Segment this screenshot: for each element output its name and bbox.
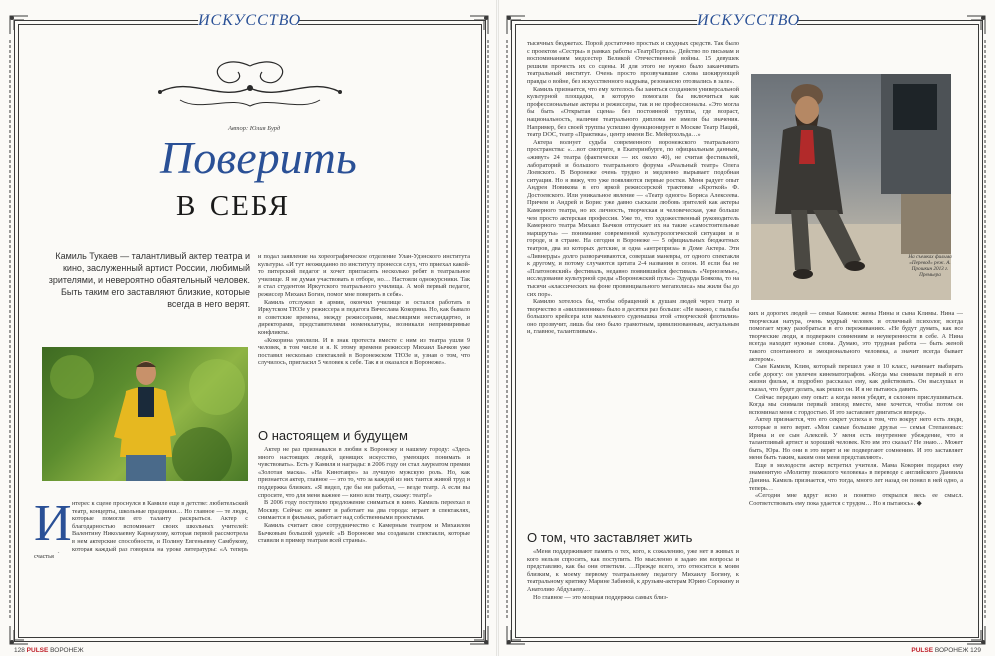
body-paragraph: и подал заявление на хореографическое отделение Улан-Удэнского института культуры. «И тут неожиданно по институту пронесся слух, что приехал какой-то питерский педагог и хочет пригласить несколько ребят в театральное училище. Я не думая участвовать в отборе, но… Настояли однокурсники. Так я стал студентом Иркутского театрального училища. А мой первый педагог, режиссер Михаил Богин, помог мне поверить в себя». [258, 253, 470, 298]
side-rope-ornament [503, 40, 511, 620]
brand-name: PULSE [911, 647, 934, 654]
body-paragraph: тысячных бюджетах. Порой достаточно простых и скудных средств. Так было с проектом «Сестры» в рамках работы «ТеатрПортал». Действо по письмам и воспоминаниям медсестер Великой Отечественной войны. 15 девушек решили прочесть их со сцены. И для этого не нужно было заканчивать театральный институт. Очень просто прозвучавшие слова шокирующей правды о войне, без искусственного надрыва, резонансно отозвались в зале». [527, 40, 739, 85]
subheading: О том, что заставляет жить [527, 530, 693, 545]
body-paragraph: ких и дорогих людей — семьи Камиля: жены Нины и сына Климы. Нина — творческая натура, очень мудрый человек и отличный психолог, всегда помогает мужу разобраться в его переживаниях. «Не будут думать, как все творческие люди, я подвержен сомнениям и неуверенности в себе. А Нина всегда находит нужные слова. Думаю, это трудная работа — быть женой такого спонтанного и эмоционального человека, а значит всегда бывает актером». [749, 310, 963, 363]
body-paragraph: В 2006 году поступило предложение сниматься в кино. Камиль переехал в Москву. Сейчас он живет и работает на два города: играет в спектаклях, снимается в фильмах, работает над собственными проектами. [258, 499, 470, 522]
article-column-2a [258, 253, 470, 425]
headline-line1: Поверить [160, 132, 357, 183]
corner-ornament [505, 14, 527, 36]
section-label: ИСКУССТВО [198, 10, 298, 32]
body-paragraph: Камиль признается, что ему хотелось бы заняться созданием универсальной культурной площадки, в которую помогали бы включиться как профессиональные актеры и режиссеры, так и не профессионалы. «Это могла бы быть «Открытая сцена» без постоянной труппы, где возраст, национальность, наличие театрального диплома не имели бы значения. Например, без своей труппы успешно функционирует в Москве Театр Наций, театр DOC, театр «Практика», центр имени Вс. Мейерхольда…» [527, 85, 739, 139]
side-rope-ornament [981, 40, 989, 620]
portrait-photo [42, 347, 248, 481]
article-column-1b [34, 552, 248, 614]
drop-cap: И [34, 495, 72, 552]
side-rope-ornament [484, 40, 492, 620]
corner-ornament [468, 624, 490, 646]
lead-paragraph: Камиль Тукаев — талантливый актер театра и кино, заслуженный артист России, любимый зрителями, и невероятно обаятельный человек. Быть таким его заставляют близкие, которые всегда в него верят. [48, 251, 250, 309]
body-paragraph: Актера волнует судьба современного воронежского театрального пространства: «…вот смотрите, в Екатеринбурге, по официальным данным, «живут» 24 театра (фактически — их около 40), не считая фестивалей, лабораторий и большого театрального форума «Реальный театр» Олега Лоевского. В Воронеже очень трудно и медленно вырывает подобная ситуация. Но я вижу, что уже появляются первые ростки. Меня радует опыт Андрея Новикова в его яркой режиссерской трактовке «Кроткой» Ф. Достоевского. Или уникальное явление — «Театр одного» Бориса Алексеева. Причем и Андрей и Борис уже давно сыскали любовь зрителей как актеры Камерного театра, но их личность, творческая и человеческая, уже больше чем просто актерская профессия. Уже то, что художественный руководитель Камерного театра Михаил Бычков отпускает их на такие «самостоятельные маршруты» — понимание современной культурологической ситуации и в городе, и в стране. На сегодня в Воронеже — 5 официальных бюджетных театров, два из которых детские, и одна «антреприза» в Доме Актера. Эти «Ливнерды» долго разворачиваются, совершая маневры, от одного спектакля к другому, и потому случаются цитата 2-4 названия в сезон. И если бы не «Платоновский» фестиваль, недавно появившийся фестиваль «Черноземье», исследование культурной среды «Воронежский пульс» Эдуарда Боякова, то на тысячи «классических на фоне провинциального мегаполиса» мы жили бы до сих пор». [527, 138, 739, 298]
corner-ornament [8, 624, 30, 646]
body-paragraph: Актер признается, что его секрет успеха в том, что вокруг него есть люди, которые в него верят. «Мои самые большие друзья — семья Степановых: Ирина и ее сын Алексей. У меня есть внутреннее убеждение, что я талантливый артист и хороший человек. Кто им это сказал? Не знаю… Может быть, Юра. Но они в это верят и не подвергают сомнению. И это заставляет меня быть таким, каким они меня представляют». [749, 416, 963, 462]
body-paragraph: Актер не раз признавался в любви к Воронежу и нашему городу: «Здесь много настоящих людей, ценящих искусство, умеющих понимать и чувствовать». Есть у Камиля и награды: в 2006 году он стал лауреатом премии «Золотая маска». «На Кинотавре» за лучшую мужскую роль. Но, как признается актер, главное — это то, что за каждой из них таится живой труд и поддержка близких. «Я видел, где бы ни работал, — везде театр. А если вы спросите, что для меня важнее — кино или театр, скажу: театр!» [258, 446, 470, 499]
portrait-figure [42, 347, 248, 481]
article-column-1b [527, 298, 739, 528]
corner-ornament [468, 14, 490, 36]
corner-ornament [965, 624, 987, 646]
corner-ornament [505, 624, 527, 646]
corner-ornament [965, 14, 987, 36]
article-column-2b [258, 446, 470, 616]
subheading: О настоящем и будущем [258, 428, 408, 443]
article-column-1a [527, 40, 739, 298]
section-label: ИСКУССТВО [697, 10, 797, 32]
left-page [0, 0, 496, 656]
headline-line2: в себя [176, 179, 290, 225]
body-paragraph: Камилю хотелось бы, чтобы обращений к душам людей через театр и творчество в «миллионнике» было в десятки раз больше: «Не важно, с пальбы большого крейсера или маленького суденышка этой «творческой флотилии» оно прозвучит, лишь бы оно было грамотным, цивилизованным, актуальным и, главное, талантливым». [527, 298, 739, 336]
brand-city: ВОРОНЕЖ [934, 647, 969, 654]
brand-city: ВОРОНЕЖ [50, 647, 84, 654]
body-paragraph: Сейчас передаю ему опыт: а когда меня убедят, я склонен прислушиваться. Когда мы снимали первый эпизод вместе, мне хочется, чтобы потом он вспоминал меня с гордостью. И это заставляет двигаться вперед». [749, 393, 963, 416]
article-column-2 [749, 310, 963, 616]
photo-caption: На съемках фильма «Перевод» реж. А. Прошкин 2013 г. Премьера [908, 254, 952, 278]
page-folio [911, 647, 981, 654]
body-paragraph: Но главное — это мощная поддержка самых близ- [533, 593, 669, 601]
author-byline: Автор: Юлия Бурд [228, 125, 281, 132]
article-column-1a [72, 500, 248, 552]
side-rope-ornament [6, 40, 14, 620]
body-paragraph: Камиль отслужил в армии, окончил училище и остался работать в Иркутском ТЮЗе у режиссера и педагога Вячеслава Кокорина. Но, как бывало в советские времена, между режиссерами, мыслящими нестандартно, и директорами, представителями номенклатуры, возникали непримиримые конфликты. [258, 298, 470, 336]
corner-ornament [8, 14, 30, 36]
page-number: 129 [970, 647, 981, 654]
body-paragraph: Сын Камиля, Клим, который перешел уже в 10 класс, начинает выбирать себе дорогу: он увлечен кинематографом. «Когда мы снимали первый в его жизни фильм, я подробно рассказал ему, как действовать. Он выслушал и сказал, что будет делать, как решил он. И я не пытаюсь давить. [749, 363, 963, 393]
body-paragraph: Еще в молодости актер встретил учителя. Мама Кокорин подарил ему знаменитую «Молитву пожилого человека» в переводе с английского Даниила Данина. Камиль признается, что тогда, много лет назад он понял в ней одно, а теперь… [749, 461, 963, 492]
right-page [499, 0, 995, 656]
flourish-ornament [150, 56, 350, 118]
brand-name: PULSE [26, 647, 49, 654]
page-number: 128 [14, 647, 25, 654]
page-folio [14, 647, 84, 654]
article-column-1c [527, 548, 739, 616]
body-paragraph: счастья [34, 553, 54, 561]
body-paragraph: «Сегодня мне вдруг ясно и понятно открылся весь ее смысл. Соответствовать ему пока удается с трудом… Но я пытаюсь». ◆ [749, 492, 963, 507]
body-paragraph: нтерес к сцене проснулся в Камиле еще в детстве: любительский театр, концерты, школьные праздники… Но главное — те люди, которые помогли его таланту раскрыться. Актер с благодарностью вспоминает своих школьных учителей: Валентину Николаевну Карнаухову, которая первой рассмотрела в нем актерские способности, и Полину Евгеньевну Самбукову, которая каждый раз говорила на уроке литературы: «А теперь [72, 500, 248, 552]
body-paragraph: «Кокорина уволили. И в знак протеста вместе с ним из театра ушли 9 человек, в том числе и я. К этому времени режиссер Михаил Бычков уже поставил несколько спектаклей в Воронежском ТЮЗе и, узнав о том, что случилось, пригласил 5 человек к себе. Так я и оказался в Воронеже». [258, 336, 470, 367]
body-paragraph: Камиль считает свое сотрудничество с Камерным театром и Михаилом Бычковым большой удачей: «В Воронеже мы создавали спектакли, которые ставили в пример театрам всей страны». [258, 521, 470, 545]
body-paragraph: «Меня поддерживают память о тех, кого, к сожалению, уже нет в живых и кого нельзя спросить, как поступить. Но мысленно я задаю им вопросы и представляю, как бы они ответили. …Прежде всего, это относится к моим близким, к моему первому театральному педагогу Михаилу Богину, к театральному критику Марине Забиной, к друзьям-актерам Юрию Сорокину и Анатолию Абдулаеву… [527, 548, 739, 593]
